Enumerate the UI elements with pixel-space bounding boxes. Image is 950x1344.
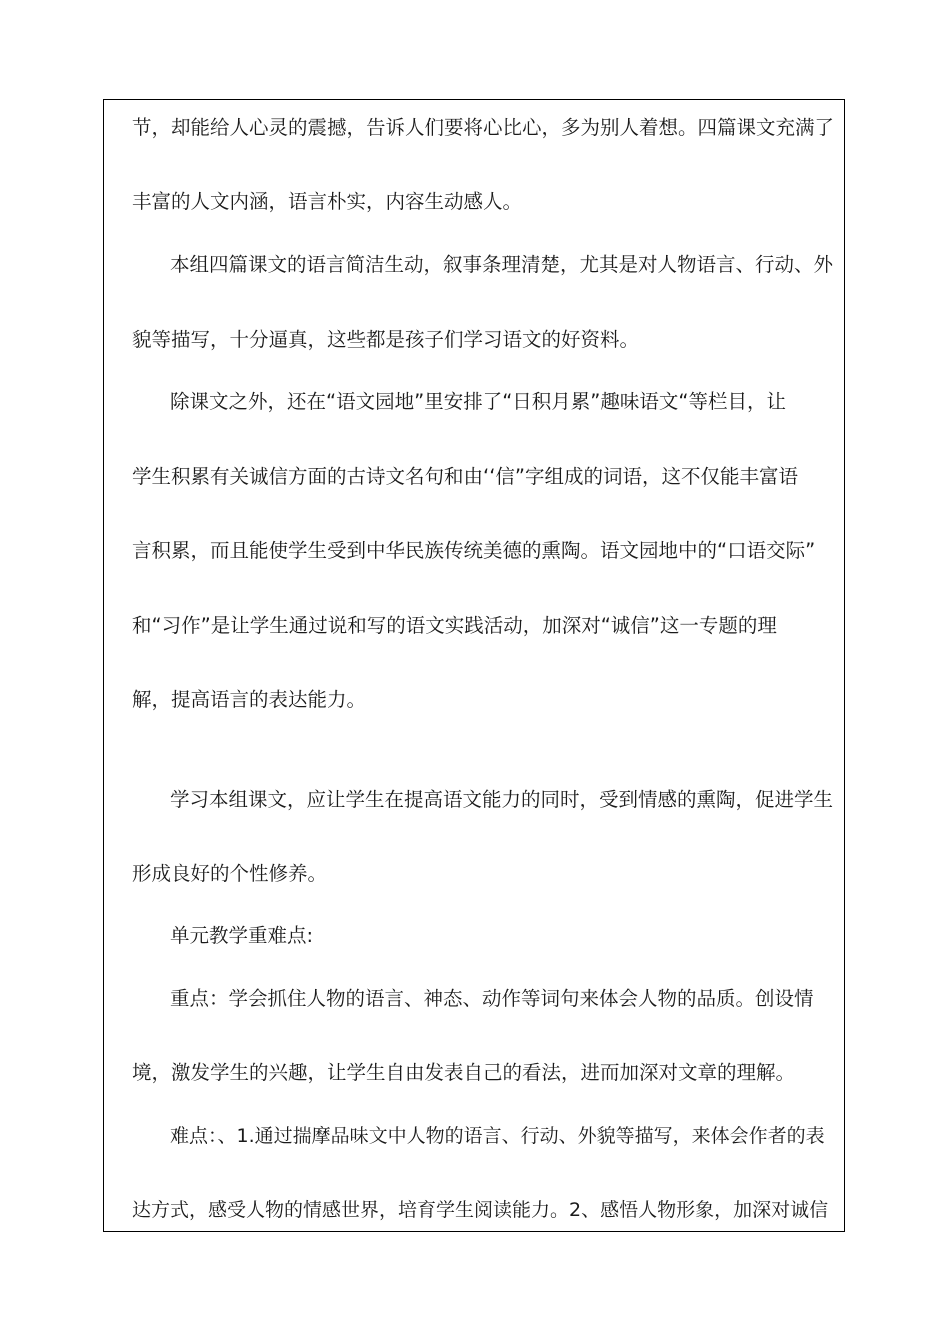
text-line: 节，却能给人心灵的震撼，告诉人们要将心比心，多为别人着想。四篇课文充满了: [132, 116, 835, 139]
text-line: 学生积累有关诚信方面的古诗文名句和由‘‘信”字组成的词语，这不仅能丰富语: [132, 465, 798, 488]
text-line: 言积累，而且能使学生受到中华民族传统美德的熏陶。语文园地中的“口语交际”: [132, 539, 816, 562]
text-line: 达方式，感受人物的情感世界，培育学生阅读能力。2、感悟人物形象，加深对诚信: [132, 1199, 829, 1221]
text-line: 境，激发学生的兴趣，让学生自由发表自己的看法，进而加深对文章的理解。: [132, 1061, 796, 1084]
paragraph-first-line: 重点：学会抓住人物的语言、神态、动作等词句来体会人物的品质。创设情: [170, 987, 814, 1010]
paragraph-first-line: 除课文之外，还在“语文园地”里安排了“日积月累”趣味语文“等栏目，让: [170, 390, 787, 413]
paragraph-first-line: 难点：、1.通过揣摩品味文中人物的语言、行动、外貌等描写，来体会作者的表: [170, 1125, 825, 1147]
text-line: 解，提高语言的表达能力。: [132, 688, 367, 711]
text-line: 形成良好的个性修养。: [132, 862, 328, 885]
text-line: 貌等描写，十分逼真，这些都是孩子们学习语文的好资料。: [132, 328, 640, 351]
text-line: 和“习作”是让学生通过说和写的语文实践活动，加深对“诚信”这一专题的理: [132, 614, 777, 637]
paragraph-first-line: 本组四篇课文的语言简洁生动，叙事条理清楚，尤其是对人物语言、行动、外: [170, 253, 834, 276]
section-heading: 单元教学重难点:: [170, 924, 314, 947]
text-frame: [103, 99, 845, 1232]
text-line: 丰富的人文内涵，语言朴实，内容生动感人。: [132, 190, 523, 213]
paragraph-first-line: 学习本组课文，应让学生在提高语文能力的同时，受到情感的熏陶，促进学生: [170, 788, 834, 811]
